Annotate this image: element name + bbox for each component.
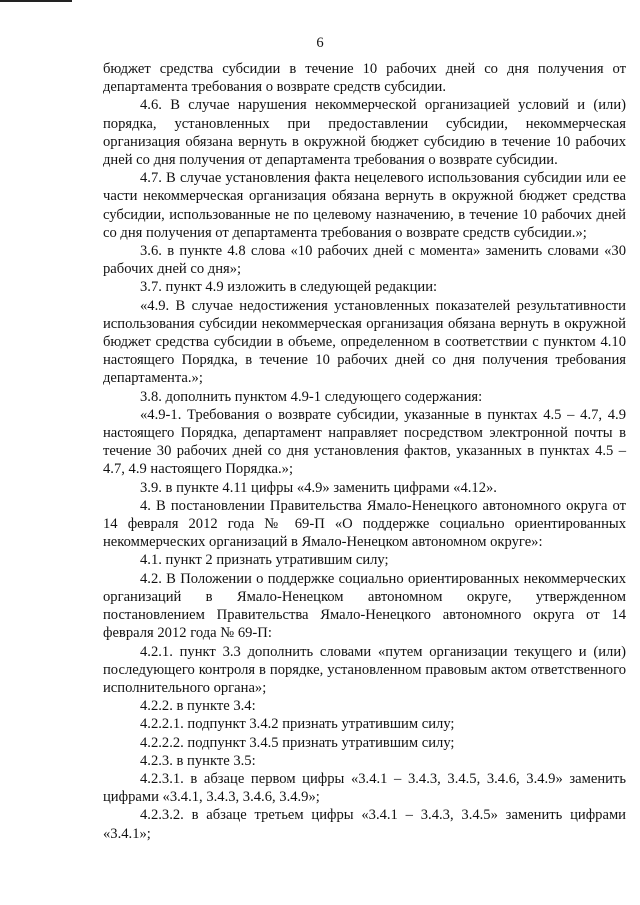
paragraph: 4.2.2. в пункте 3.4: — [140, 698, 256, 715]
paragraph: 4.2.1. пункт 3.3 дополнить словами «путем организации текущего и (или) последующего контроля в порядке, установленном правовым актом ответственного исполнительного органа»; — [103, 643, 626, 696]
paragraph: 4.2. В Положении о поддержке социально ориентированных некоммерческих организаций в Ямало-Ненецком автономном округе, утвержденном постановлением Правительства Ямало-Ненецкого автономного округа от 14 февраля 2012 года № 69-П: — [103, 570, 626, 642]
paragraph: бюджет средства субсидии в течение 10 рабочих дней со дня получения от департамента требования о возврате средств субсидии. — [103, 61, 626, 96]
paragraph: 4.7. В случае установления факта нецелевого использования субсидии или ее части некоммерческая организация обязана вернуть в окружной бюджет средства субсидии, использованные не по целевому назначению, в течение 10 рабочих дней со дня получения от департамента требования о возврате средств субсидии.»; — [103, 170, 626, 241]
paragraph: 3.9. в пункте 4.11 цифры «4.9» заменить цифрами «4.12». — [140, 479, 497, 496]
paragraph: 4. В постановлении Правительства Ямало-Ненецкого автономного округа от 14 февраля 2012 года № 69-П «О поддержке социально ориентированных некоммерческих организаций в Ямало-Ненецком автономном округе»: — [103, 497, 626, 551]
paragraph: «4.9. В случае недостижения установленных показателей результативности использования субсидии некоммерческая организация обязана вернуть в окружной бюджет средства субсидии в объеме, определенном в соответствии с пунктом 4.10 настоящего Порядка, в течение 10 рабочих дней со дня получения требования департамента.»; — [103, 297, 626, 387]
document-body — [103, 60, 626, 843]
paragraph: 4.2.2.2. подпункт 3.4.5 признать утратившим силу; — [140, 734, 455, 751]
page-number: 6 — [316, 35, 324, 51]
paragraph: 3.6. в пункте 4.8 слова «10 рабочих дней с момента» заменить словами «30 рабочих дней со дня»; — [103, 243, 626, 278]
paragraph: 4.2.2.1. подпункт 3.4.2 признать утратившим силу; — [140, 716, 455, 733]
paragraph: 4.6. В случае нарушения некоммерческой организацией условий и (или) порядка, установленных при предоставлении субсидии, некоммерческая организация обязана вернуть в окружной бюджет субсидию в течение 10 рабочих дней со дня получения от департамента требования о возврате субсидии. — [103, 97, 626, 169]
paragraph: «4.9-1. Требования о возврате субсидии, указанные в пунктах 4.5 – 4.7, 4.9 настоящего Порядка, департамент направляет посредством электронной почты в течение 30 рабочих дней со дня установления фактов, указанных в пунктах 4.5 – 4.7, 4.9 настоящего Порядка.»; — [103, 406, 626, 478]
scan-corner-mark — [0, 0, 72, 2]
paragraph: 4.2.3.2. в абзаце третьем цифры «3.4.1 – 3.4.3, 3.4.5» заменить цифрами «3.4.1»; — [103, 807, 626, 842]
paragraph: 4.2.3.1. в абзаце первом цифры «3.4.1 – 3.4.3, 3.4.5, 3.4.6, 3.4.9» заменить цифрами «3.4.1, 3.4.3, 3.4.6, 3.4.9»; — [103, 770, 626, 806]
paragraph: 3.8. дополнить пунктом 4.9-1 следующего содержания: — [140, 388, 483, 405]
paragraph: 3.7. пункт 4.9 изложить в следующей редакции: — [140, 279, 438, 296]
paragraph: 4.1. пункт 2 признать утратившим силу; — [140, 552, 389, 569]
paragraph: 4.2.3. в пункте 3.5: — [140, 752, 256, 769]
